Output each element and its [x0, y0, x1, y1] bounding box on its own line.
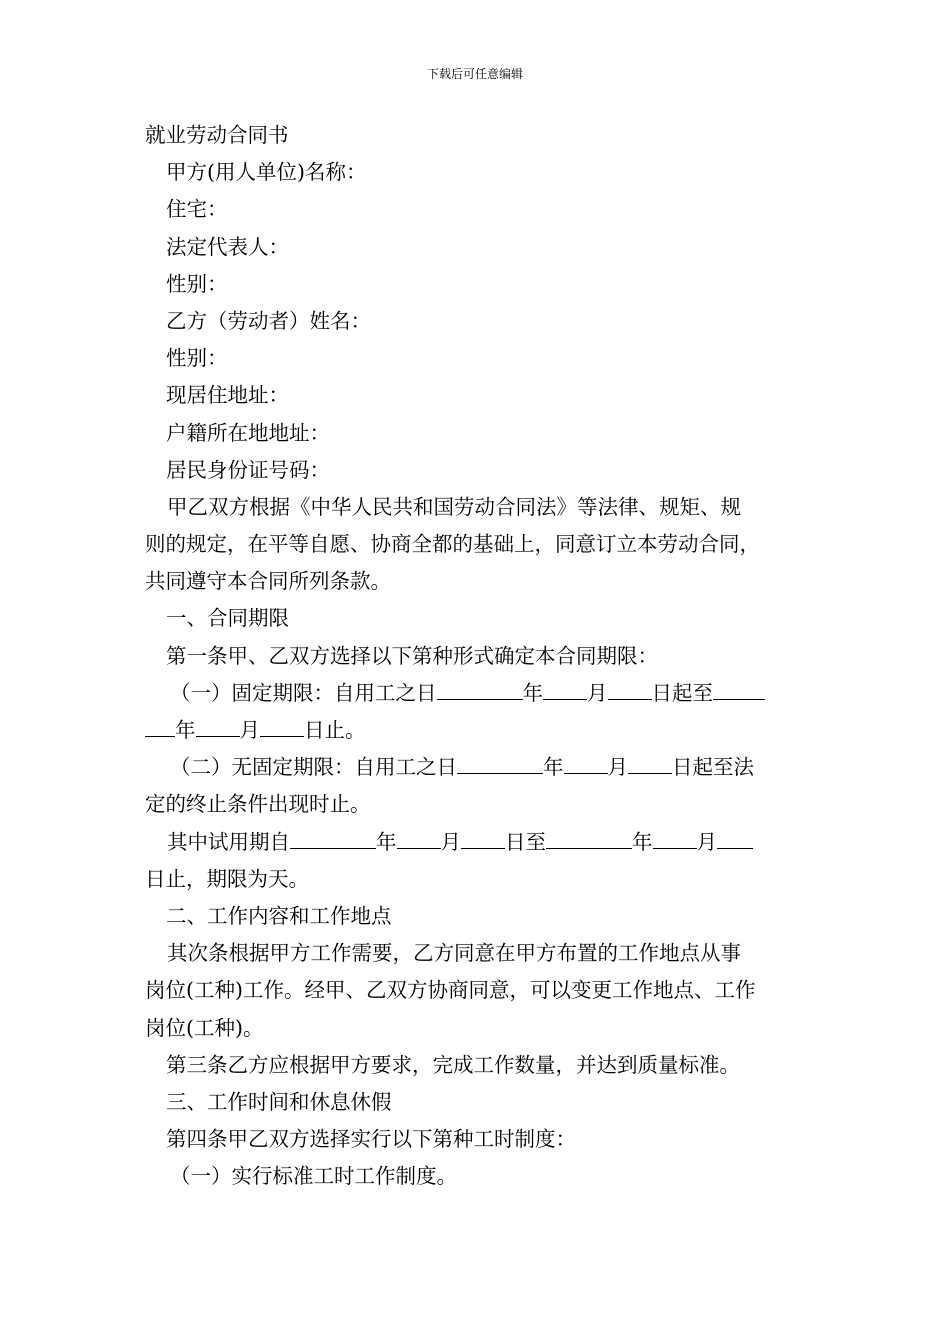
open-term-tail: 日起至法 [672, 755, 754, 780]
field-employee-name: 乙方（劳动者）姓名： [166, 308, 371, 333]
trial-period-line [145, 824, 820, 861]
year-label: 年 [632, 829, 653, 854]
trial-period-line-2: 日止，期限为天。 [145, 866, 309, 891]
field-id-number: 居民身份证号码： [166, 457, 330, 482]
field-employer-name: 甲方(用人单位)名称： [166, 160, 367, 185]
article-2-line: 岗位(工种)。 [145, 1015, 264, 1040]
field-gender-employer: 性别： [166, 271, 228, 296]
blank-day-end[interactable] [260, 712, 304, 737]
article-2-line: 岗位(工种)工作。经甲、乙双方协商同意，可以变更工作地点、工作 [145, 978, 756, 1003]
article-4-item-1: （一）实行标准工时工作制度。 [170, 1164, 457, 1189]
article-3: 第三条乙方应根据甲方要求，完成工作数量，并达到质量标准。 [166, 1052, 740, 1077]
month-label: 月 [440, 829, 461, 854]
document-title: 就业劳动合同书 [145, 123, 289, 147]
blank-day[interactable] [461, 824, 505, 849]
field-residence: 住宅： [166, 197, 228, 222]
year-label: 年 [543, 755, 564, 780]
section-heading-hours: 三、工作时间和休息休假 [166, 1089, 392, 1114]
article-4: 第四条甲乙双方选择实行以下第种工时制度： [166, 1127, 576, 1152]
intro-paragraph-line: 共同遵守本合同所列条款。 [145, 569, 391, 594]
blank-year-end[interactable] [546, 824, 632, 849]
blank-year-end-cont[interactable] [145, 712, 175, 737]
blank-month[interactable] [543, 675, 587, 700]
field-gender-employee: 性别： [166, 346, 228, 371]
blank-month[interactable] [564, 749, 608, 774]
blank-year-end[interactable] [713, 675, 765, 700]
blank-month[interactable] [397, 824, 441, 849]
month-label: 月 [587, 680, 608, 705]
blank-month-end[interactable] [196, 712, 240, 737]
year-label: 年 [376, 829, 397, 854]
year-label: 年 [175, 718, 196, 742]
open-term-label: （二）无固定期限：自用工之日 [170, 755, 457, 780]
day-end-label: 日止。 [304, 718, 366, 742]
blank-day[interactable] [628, 749, 672, 774]
field-current-address: 现居住地址： [166, 383, 289, 408]
article-1: 第一条甲、乙双方选择以下第种形式确定本合同期限： [166, 643, 658, 668]
trial-label: 其中试用期自 [167, 829, 290, 854]
intro-paragraph-line: 甲乙双方根据《中华人民共和国劳动合同法》等法律、规矩、规 [167, 494, 741, 519]
blank-year[interactable] [437, 675, 523, 700]
contract-document [145, 117, 820, 1195]
blank-year[interactable] [290, 824, 376, 849]
fixed-term-label: （一）固定期限：自用工之日 [170, 680, 437, 705]
day-from-label: 日起至 [651, 680, 713, 705]
month-label: 月 [696, 829, 717, 854]
open-term-line-2: 定的终止条件出现时止。 [145, 792, 371, 817]
field-legal-representative: 法定代表人： [166, 234, 289, 259]
blank-day-end[interactable] [717, 824, 753, 849]
blank-month-end[interactable] [653, 824, 697, 849]
article-2-line: 其次条根据甲方工作需要，乙方同意在甲方布置的工作地点从事 [167, 941, 741, 966]
fixed-term-line-2 [145, 712, 820, 749]
year-label: 年 [522, 680, 543, 705]
section-heading-work: 二、工作内容和工作地点 [166, 903, 392, 928]
day-to-label: 日至 [505, 829, 546, 854]
section-heading-term: 一、合同期限 [166, 606, 289, 631]
month-label: 月 [607, 755, 628, 780]
fixed-term-line [145, 675, 820, 712]
field-household-address: 户籍所在地地址： [166, 420, 330, 445]
blank-year[interactable] [457, 749, 543, 774]
intro-paragraph-line: 则的规定，在平等自愿、协商全都的基础上，同意订立本劳动合同， [145, 532, 760, 557]
open-term-line [145, 749, 820, 786]
month-label: 月 [239, 718, 260, 742]
blank-day[interactable] [608, 675, 652, 700]
page-header: 下载后可任意编辑 [426, 67, 523, 81]
